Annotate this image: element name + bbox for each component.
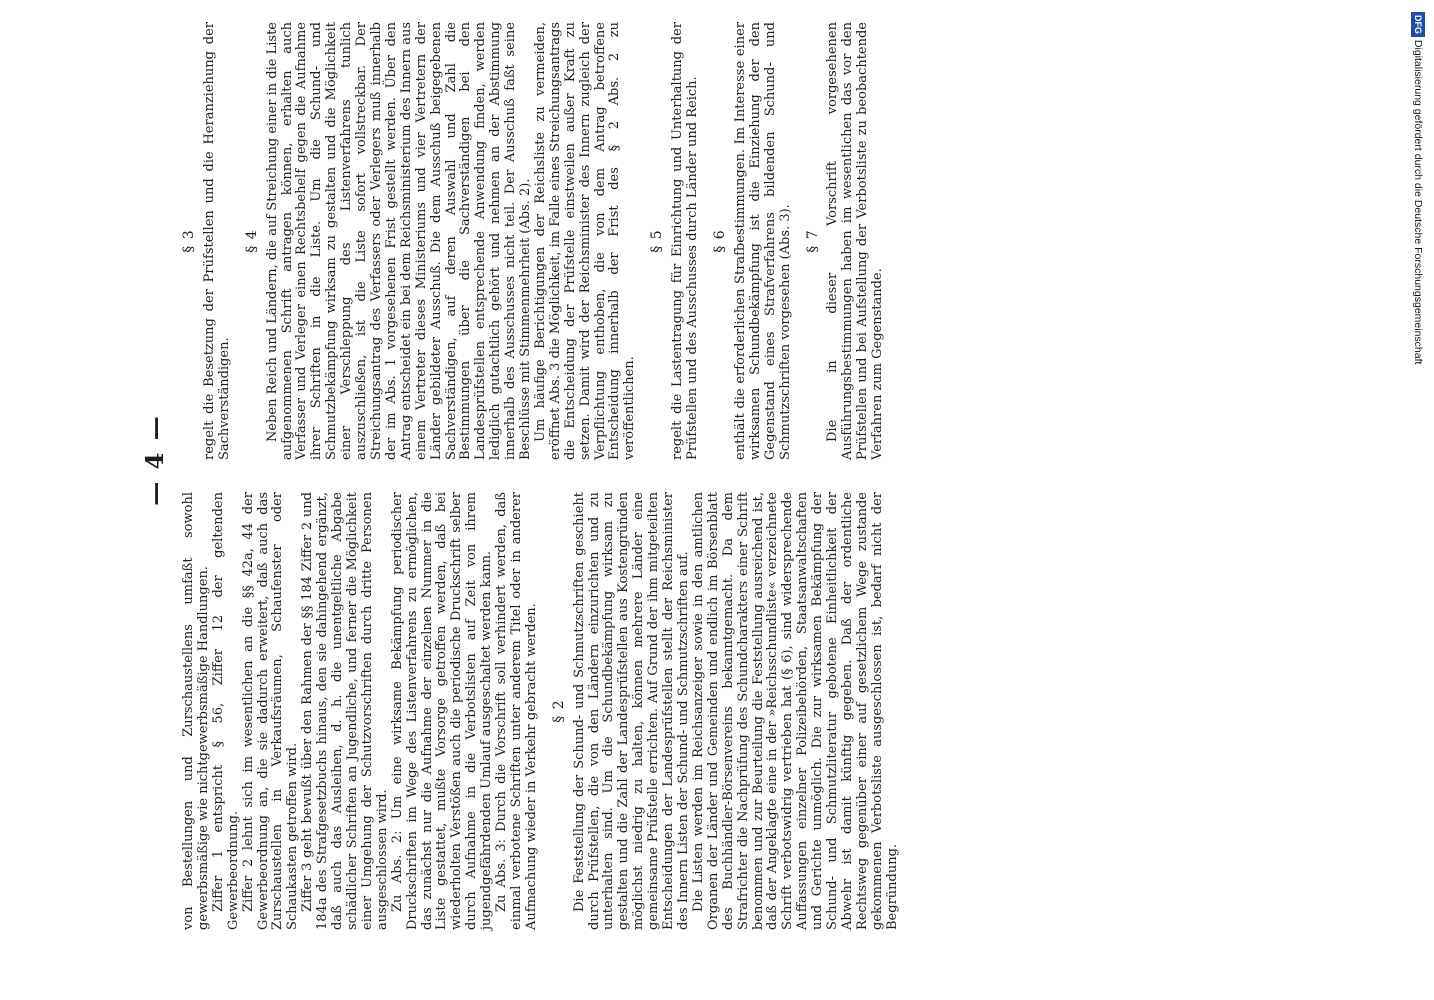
section-heading-5: § 5 — [649, 229, 666, 253]
left-column — [182, 492, 901, 930]
dfg-logo-badge: DFG — [1411, 12, 1425, 37]
right-column — [182, 22, 886, 460]
paragraph: Ziffer 1 entspricht § 56, Ziffer 12 der geltenden Gewerbeordnung. — [210, 492, 241, 930]
digitization-credit-text-wrapper — [1408, 8, 1428, 388]
paragraph: regelt die Lastentragung für Einrichtung und Unterhaltung der Prüfstellen und des Ausschusses durch Länder und Reich. — [670, 22, 701, 460]
paragraph: Um häufige Berichtigungen der Reichsliste zu vermeiden, eröffnet Abs. 3 die Möglichkeit, im Falle eines Streichungsantrags die Entscheidung der Prüfstelle einstweilen außer Kraft zu setzen. Damit wird der Reichsminister des Innern zugleich der Verpflichtung enthoben, die von dem Antrag betroffene Entscheidung innerhalb der Frist des § 2 Abs. 2 zu veröffentlichen. — [532, 22, 638, 460]
paragraph: Die Feststellung der Schund- und Schmutzschriften geschieht durch Prüfstellen, die von den Ländern einzurichten und zu unterhalten sind. Um die Schundbekämpfung wirksam zu gestalten und die Zahl der Landesprüfstellen aus Kostengründen möglichst niedrig zu halten, können mehrere Länder eine gemeinsame Prüfstelle errichten. Auf Grund der ihm mitgeteilten Entscheidungen der Landesprüfstellen stellt der Reichsminister des Innern Listen der Schund- und Schmutzschriften auf. — [571, 492, 691, 930]
section-heading-7: § 7 — [804, 229, 821, 253]
paragraph: enthält die erforderlichen Strafbestimmungen. Im Interesse einer wirksamen Schundbekämpfung ist die Einziehung der den Gegenstand eines Strafverfahrens bildenden Schund- und Schmutzschriften vorgesehen (Abs. 3). — [732, 22, 793, 460]
paragraph: Ziffer 3 geht bewußt über den Rahmen der §§ 184 Ziffer 2 und 184a des Strafgesetzbuchs hinaus, den sie dahingehend ergänzt, daß auch das Ausleihen, d. h. die unentgeltliche Abgabe schädlicher Schriften an Jugendliche, und ferner die Möglichkeit einer Umgehung der Schutzvorschriften durch dritte Personen ausgeschlossen wird. — [300, 492, 390, 930]
paragraph: Die in dieser Vorschrift vorgesehenen Ausführungsbestimmungen haben im wesentlichen das vor den Prüfstellen und bei Aufstellung der Verbotsliste zu beobachtende Verfahren zum Gegenstande. — [825, 22, 886, 460]
paragraph: regelt die Besetzung der Prüfstellen und die Heranziehung der Sachverständigen. — [201, 22, 232, 460]
digitization-credit — [1408, 8, 1428, 388]
digitization-credit-text: Digitalisierung gefördert durch die Deutsche Forschungsgemeinschaft — [1412, 39, 1424, 365]
rotated-document-page — [140, 0, 1220, 930]
section-heading-6: § 6 — [712, 229, 728, 253]
paragraph: Zu Abs. 2: Um eine wirksame Bekämpfung periodischer Druckschriften im Wege des Listenverfahrens zu ermöglichen, das zunächst nur die Aufnahme der einzelnen Nummer in die Liste gestattet, mußte Vorsorge getroffen werden, daß bei wiederholten Verstößen auch die periodische Druckschrift selber durch Aufnahme in die Verbotslisten auf Zeit von ihrem jugendgefährdenden Umlauf ausgeschaltet werden kann. — [389, 492, 495, 930]
paragraph: Ziffer 2 lehnt sich im wesentlichen an die §§ 42a, 44 der Gewerbeordnung an, die sie dadurch erweitert, daß auch das Zurschaustellen in Verkaufsräumen, Schaufenster oder Schaukasten getroffen wird. — [240, 492, 301, 930]
section-heading-4: § 4 — [243, 229, 260, 253]
paragraph: Die Listen werden im Reichsanzeiger sowie in den amtlichen Organen der Länder und Gemeinden und endlich im Börsenblatt des Buchhändler-Börsenvereins bekanntgemacht. Da dem Strafrichter die Nachprüfung des Schundcharakters einer Schrift benommen und zur Beurteilung die Feststellung ausreichend ist, daß der Angeklagte eine in der »Reichsschundliste« verzeichnete Schrift verbotswidrig vertrieben hat (§ 6), sind widersprechende Auffassungen einzelner Polizeibehörden, Staatsanwaltschaften und Gerichte unmöglich. Die zur wirksamen Bekämpfung der Schund- und Schmutzliteratur gebotene Einheitlichkeit der Abwehr ist damit künftig gegeben. Daß der ordentliche Rechtsweg gegenüber einer auf gesetzlichem Wege zustande gekommenen Verbotsliste ausgeschlossen ist, bedarf nicht der Begründung. — [690, 492, 900, 930]
section-heading-3: § 3 — [181, 229, 197, 253]
section-heading-2: § 2 — [550, 699, 567, 723]
paragraph: von Bestellungen und Zurschaustellens umfaßt sowohl gewerbsmäßige wie nichtgewerbsmäßige Handlungen. — [181, 492, 211, 930]
paragraph: Neben Reich und Ländern, die auf Streichung einer in die Liste aufgenommenen Schrift antragen können, erhalten auch Verfasser und Verleger einen Rechtsbehelf gegen die Aufnahme ihrer Schriften in die Liste. Um die Schund- und Schmutzbekämpfung wirksam zu gestalten und die Möglichkeit einer Verschleppung des Listenverfahrens tunlich auszuschließen, ist die Liste sofort vollstreckbar. Der Streichungsantrag des Verfassers oder Verlegers muß innerhalb der im Abs. 1 vorgesehenen Frist gestellt werden. Über den Antrag entscheidet ein bei dem Reichsministerium des Innern aus einem Vertreter dieses Ministeriums und vier Vertretern der Länder gebildeter Ausschuß. Die dem Ausschuß beigegebenen Sachverständigen, auf deren Auswahl und Zahl die Bestimmungen über die Sachverständigen bei den Landesprüfstellen entsprechende Anwendung finden, werden lediglich gutachtlich gehört und nehmen an der Abstimmung innerhalb des Ausschusses nicht teil. Der Ausschuß faßt seine Beschlüsse mit Stimmenmehrheit (Abs. 2). — [264, 22, 534, 460]
page-number: — 4 — — [140, 414, 169, 506]
paragraph: Zu Abs. 3: Durch die Vorschrift soll verhindert werden, daß einmal verbotene Schriften unter anderem Titel oder in anderer Aufmachung wieder in Verkehr gebracht werden. — [494, 492, 539, 930]
